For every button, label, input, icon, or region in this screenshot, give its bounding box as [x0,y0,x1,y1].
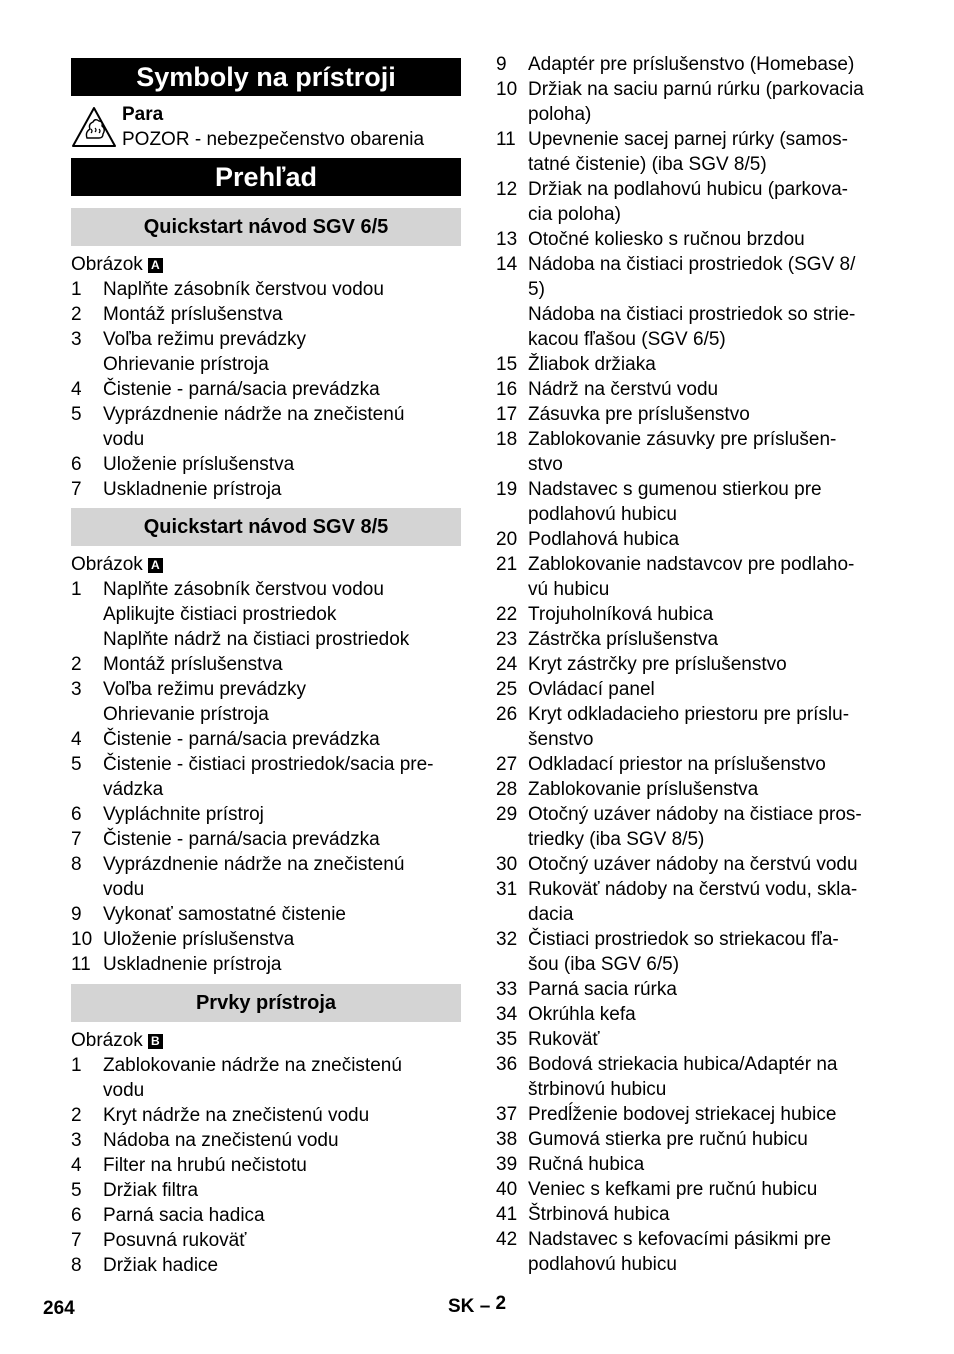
item-text: dacia [528,904,574,925]
para-title: Para [122,104,164,125]
item-text: Držiak na saciu parnú rúrku (parkovacia [528,79,864,100]
figure-label: Obrázok [71,1030,143,1051]
item-text: Držiak filtra [103,1180,199,1201]
item-text: vodu [103,879,145,900]
item-text: Parná sacia hadica [103,1205,265,1226]
item-text: Nádoba na čistiaci prostriedok (SGV 8/ [528,254,856,275]
item-number: 12 [496,179,518,200]
item-text: Ručná hubica [528,1154,645,1175]
item-number: 35 [496,1029,518,1050]
item-text: Otočný uzáver nádoby na čistiace pros- [528,804,862,825]
item-number: 6 [71,804,82,825]
item-text: tatné čistenie) (iba SGV 8/5) [528,154,767,175]
item-text: Ovládací panel [528,679,655,700]
item-text: Uskladnenie prístroja [103,954,282,975]
item-text: cia poloha) [528,204,621,225]
item-text: Kryt zástrčky pre príslušenstvo [528,654,787,675]
item-number: 24 [496,654,518,675]
item-text: Filter na hrubú nečistotu [103,1155,307,1176]
item-text: Veniec s kefkami pre ručnú hubicu [528,1179,818,1200]
figure-label: Obrázok [71,554,143,575]
item-text: Zástrčka príslušenstva [528,629,719,650]
item-number: 42 [496,1229,518,1250]
item-text: Uloženie príslušenstva [103,929,295,950]
item-number: 22 [496,604,518,625]
item-text: Parná sacia rúrka [528,979,677,1000]
item-text: Upevnenie sacej parnej rúrky (samos- [528,129,848,150]
item-text: Žliabok držiaka [528,354,656,375]
item-number: 30 [496,854,518,875]
item-text: Uloženie príslušenstva [103,454,295,475]
item-number: 28 [496,779,518,800]
item-text: Nádoba na znečistenú vodu [103,1130,339,1151]
item-text: Vyprázdnenie nádrže na znečistenú [103,404,405,425]
item-text: Posuvná rukoväť [103,1230,247,1251]
item-text: vodu [103,1080,145,1101]
item-text: vádzka [103,779,164,800]
item-text: Otočné koliesko s ručnou brzdou [528,229,805,250]
item-number: 11 [71,954,91,975]
item-text: Zásuvka pre príslušenstvo [528,404,750,425]
item-number: 1 [71,279,82,300]
item-text: Čistiaci prostriedok so striekacou fľa- [528,929,839,950]
item-text: Nadstavec s kefovacími pásikmi pre [528,1229,832,1250]
item-text: Voľba režimu prevádzky [103,329,307,350]
item-number: 14 [496,254,518,275]
item-number: 31 [496,879,518,900]
item-number: 7 [71,1230,82,1251]
item-number: 18 [496,429,518,450]
item-text: vú hubicu [528,579,610,600]
item-text: Nádoba na čistiaci prostriedok so strie- [528,304,856,325]
item-number: 4 [71,1155,82,1176]
item-number: 1 [71,1055,82,1076]
item-text: Čistenie - parná/sacia prevádzka [103,829,380,850]
item-number: 16 [496,379,518,400]
item-text: Podlahová hubica [528,529,680,550]
item-text: Adaptér pre príslušenstvo (Homebase) [528,54,855,75]
item-text: Čistenie - čistiaci prostriedok/sacia pre- [103,754,434,775]
item-number: 39 [496,1154,518,1175]
item-text: Otočný uzáver nádoby na čerstvú vodu [528,854,858,875]
figure-reference [71,252,163,277]
item-number: 36 [496,1054,518,1075]
item-text: Okrúhla kefa [528,1004,636,1025]
footer-lang-code: SK [448,1296,475,1317]
item-text: Držiak na podlahovú hubicu (parkova- [528,179,849,200]
figure-badge: A [148,558,163,573]
item-number: 7 [71,829,82,850]
item-number: 26 [496,704,518,725]
item-text: štrbinovú hubicu [528,1079,667,1100]
item-text: triedky (iba SGV 8/5) [528,829,705,850]
item-number: 1 [71,579,82,600]
item-text: Uskladnenie prístroja [103,479,282,500]
item-text: Voľba režimu prevádzky [103,679,307,700]
item-text: Kryt odkladacieho priestoru pre príslu- [528,704,850,725]
item-number: 34 [496,1004,518,1025]
item-number: 10 [496,79,518,100]
item-text: Montáž príslušenstva [103,304,283,325]
item-number: 5 [71,1180,82,1201]
item-text: šou (iba SGV 6/5) [528,954,680,975]
section-heading: Quickstart návod SGV 8/5 [71,508,461,546]
figure-badge: A [148,258,163,273]
footer-dash: – [479,1296,491,1317]
item-number: 19 [496,479,518,500]
footer-sub-page: 2 [495,1293,507,1314]
para-warning-text: POZOR - nebezpečenstvo obarenia [122,129,425,150]
item-text: Zablokovanie zásuvky pre príslušen- [528,429,837,450]
item-text: šenstvo [528,729,594,750]
item-number: 15 [496,354,518,375]
item-number: 41 [496,1204,518,1225]
item-number: 4 [71,729,82,750]
item-text: Naplňte zásobník čerstvou vodou [103,279,384,300]
item-text: Zablokovanie nádrže na znečistenú [103,1055,402,1076]
warning-steam-icon [71,106,117,148]
item-text: Čistenie - parná/sacia prevádzka [103,379,380,400]
item-number: 3 [71,679,82,700]
item-number: 7 [71,479,82,500]
item-text: Ohrievanie prístroja [103,704,269,725]
item-text: Vykonať samostatné čistenie [103,904,346,925]
item-text: Montáž príslušenstva [103,654,283,675]
item-text: Aplikujte čistiaci prostriedok [103,604,337,625]
item-text: Čistenie - parná/sacia prevádzka [103,729,380,750]
item-number: 13 [496,229,518,250]
item-number: 40 [496,1179,518,1200]
item-text: Predĺženie bodovej striekacej hubice [528,1104,837,1125]
item-text: kacou fľašou (SGV 6/5) [528,329,726,350]
item-text: podlahovú hubicu [528,1254,677,1275]
item-text: vodu [103,429,145,450]
item-number: 38 [496,1129,518,1150]
footer-language [448,1293,507,1318]
figure-reference [71,552,163,577]
item-number: 6 [71,1205,82,1226]
item-text: 5) [528,279,545,300]
page-number: 264 [43,1298,75,1319]
item-text: Držiak hadice [103,1255,219,1276]
item-text: Vyprázdnenie nádrže na znečistenú [103,854,405,875]
item-number: 20 [496,529,518,550]
item-text: stvo [528,454,563,475]
item-text: Trojuholníková hubica [528,604,714,625]
item-number: 6 [71,454,82,475]
item-number: 17 [496,404,518,425]
figure-label: Obrázok [71,254,143,275]
item-number: 3 [71,1130,82,1151]
item-number: 27 [496,754,518,775]
item-text: Vypláchnite prístroj [103,804,264,825]
item-text: Odkladací priestor na príslušenstvo [528,754,826,775]
item-text: podlahovú hubicu [528,504,677,525]
overview-heading: Prehľad [71,158,461,196]
section-heading: Quickstart návod SGV 6/5 [71,208,461,246]
item-text: Naplňte nádrž na čistiaci prostriedok [103,629,410,650]
figure-reference [71,1028,163,1053]
item-number: 32 [496,929,518,950]
item-number: 11 [496,129,516,150]
section-heading: Prvky prístroja [71,984,461,1022]
item-number: 3 [71,329,82,350]
item-text: Bodová striekacia hubica/Adaptér na [528,1054,838,1075]
item-number: 23 [496,629,518,650]
item-number: 9 [496,54,507,75]
item-text: Rukoväť nádoby na čerstvú vodu, skla- [528,879,858,900]
item-number: 2 [71,304,82,325]
item-text: Ohrievanie prístroja [103,354,269,375]
symbols-heading: Symboly na prístroji [71,58,461,96]
item-number: 2 [71,654,82,675]
item-text: Štrbinová hubica [528,1204,670,1225]
item-text: Nadstavec s gumenou stierkou pre [528,479,822,500]
item-text: Gumová stierka pre ručnú hubicu [528,1129,808,1150]
item-text: Zablokovanie príslušenstva [528,779,759,800]
item-number: 9 [71,904,82,925]
item-text: Zablokovanie nadstavcov pre podlaho- [528,554,855,575]
item-text: poloha) [528,104,592,125]
item-number: 29 [496,804,518,825]
item-text: Nádrž na čerstvú vodu [528,379,719,400]
item-number: 8 [71,854,82,875]
item-number: 5 [71,404,82,425]
item-number: 21 [496,554,518,575]
item-number: 5 [71,754,82,775]
item-number: 37 [496,1104,518,1125]
item-number: 4 [71,379,82,400]
figure-badge: B [148,1034,163,1049]
item-text: Rukoväť [528,1029,600,1050]
item-number: 2 [71,1105,82,1126]
item-text: Kryt nádrže na znečistenú vodu [103,1105,370,1126]
item-number: 8 [71,1255,82,1276]
item-number: 33 [496,979,518,1000]
item-text: Naplňte zásobník čerstvou vodou [103,579,384,600]
item-number: 25 [496,679,518,700]
item-number: 10 [71,929,93,950]
